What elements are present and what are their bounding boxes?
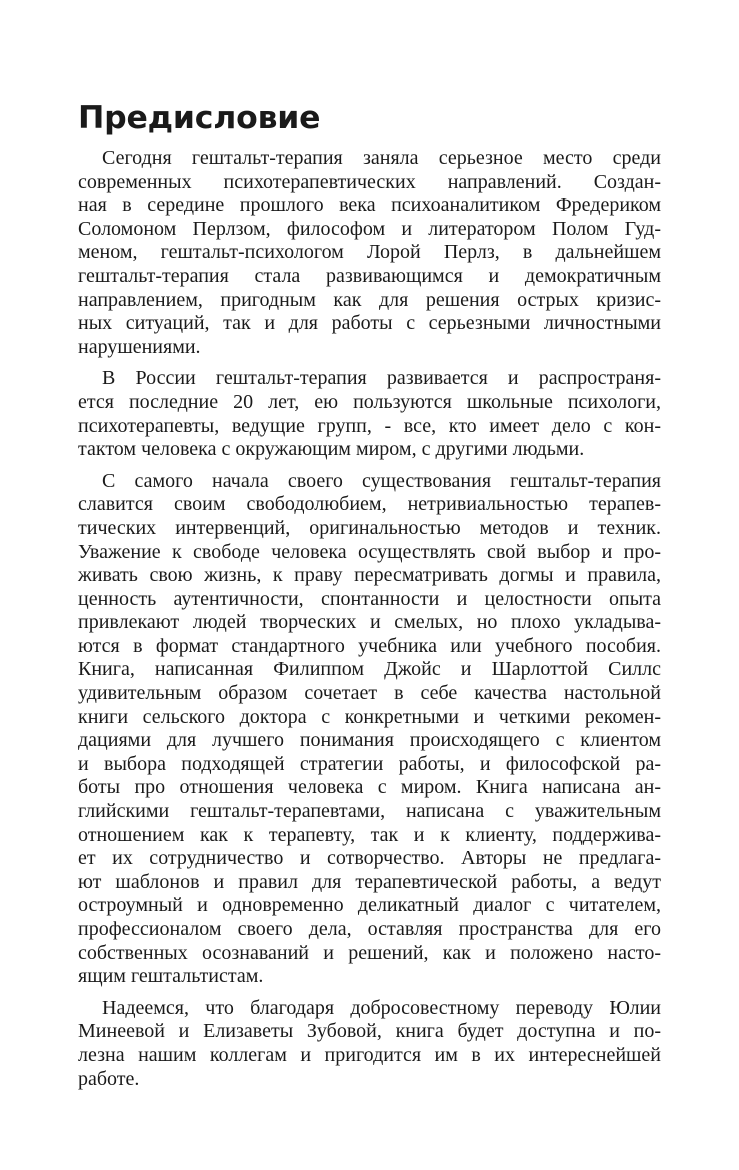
paragraph (78, 367, 661, 461)
paragraph (78, 470, 661, 989)
text-line: славится своим свободолюбием, нетривиальностью терапев- (78, 493, 661, 516)
text-line: Соломоном Перлзом, философом и литератором Полом Гуд- (78, 217, 661, 240)
text-line: тактом человека с окружающим миром, с другими людьми. (78, 438, 585, 461)
text-line: ются в формат стандартного учебника или учебного пособия. (78, 634, 661, 657)
text-line: отношением как к терапевту, так и к клиенту, поддержива- (78, 823, 661, 846)
text-line: психотерапевты, ведущие групп, - все, кто имеет дело с кон- (78, 414, 661, 437)
text-line: лезна нашим коллегам и пригодится им в их интереснейшей (78, 1043, 661, 1066)
text-line: остроумный и одновременно деликатный диалог с читателем, (78, 894, 661, 917)
text-line: ется последние 20 лет, ею пользуются школьные психологи, (78, 390, 661, 413)
text-line: тических интервенций, оригинальностью методов и техник. (78, 516, 661, 539)
text-line: глийскими гештальт-терапевтами, написана с уважительным (78, 800, 661, 823)
text-line: нарушениями. (78, 335, 201, 358)
text-line: С самого начала своего существования гештальт-терапия (102, 469, 661, 492)
text-line: ет их сотрудничество и сотворчество. Авторы не предлага- (78, 847, 661, 870)
text-line: ящим гештальтистам. (78, 965, 264, 988)
paragraph (78, 997, 661, 1091)
text-line: работе. (78, 1067, 140, 1090)
text-line: Сегодня гештальт-терапия заняла серьезное место среди (102, 147, 661, 169)
text-line: живать свою жизнь, к праву пересматривать догмы и правила, (78, 564, 661, 587)
text-line: удивительным образом сочетает в себе качества настольной (78, 682, 661, 705)
text-line: книги сельского доктора с конкретными и четкими рекомен- (78, 705, 661, 728)
page-title: Предисловие (78, 100, 321, 136)
paragraph (78, 147, 661, 359)
text-line: Уважение к свободе человека осуществлять свой выбор и про- (78, 540, 661, 563)
text-line: ценность аутентичности, спонтанности и целостности опыта (78, 587, 661, 610)
text-line: ная в середине прошлого века психоаналитиком Фредериком (78, 194, 661, 217)
text-line: ных ситуаций, так и для работы с серьезными личностными (78, 312, 661, 335)
text-line: профессионалом своего дела, оставляя пространства для его (78, 918, 661, 940)
text-line: дациями для лучшего понимания происходящего с клиентом (78, 729, 661, 752)
text-line: собственных осознаваний и решений, как и положено насто- (78, 941, 661, 964)
text-line: гештальт-терапия стала развивающимся и демократичным (78, 264, 661, 287)
text-line: привлекают людей творческих и смелых, но плохо укладыва- (78, 611, 661, 634)
text-line: Книга, написанная Филиппом Джойс и Шарлоттой Силлс (78, 658, 661, 681)
text-line: и выбора подходящей стратегии работы, и философской ра- (78, 752, 661, 775)
text-line: ют шаблонов и правил для терапевтической работы, а ведут (78, 870, 661, 893)
text-line: боты про отношения человека с миром. Книга написана ан- (78, 776, 661, 799)
text-line: современных психотерапевтических направлений. Создан- (78, 170, 661, 193)
text-line: В России гештальт-терапия развивается и распространя- (102, 367, 661, 390)
text-line: меном, гештальт-психологом Лорой Перлз, в дальнейшем (78, 241, 661, 264)
text-line: Надеемся, что благодаря добросовестному переводу Юлии (102, 996, 661, 1019)
preface-body (78, 147, 661, 1099)
text-line: направлением, пригодным как для решения острых кризис- (78, 288, 661, 311)
text-line: Минеевой и Елизаветы Зубовой, книга будет доступна и по- (78, 1020, 661, 1043)
